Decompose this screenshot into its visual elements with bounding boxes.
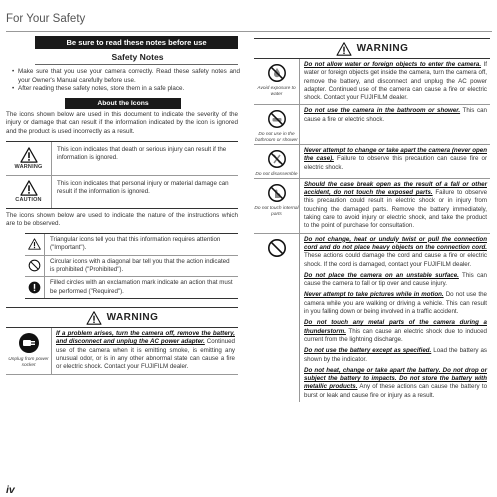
caution-triangle-icon <box>20 180 38 196</box>
page-header-title: For Your Safety <box>6 13 86 25</box>
left-column <box>6 36 240 375</box>
entry-body: These actions could damage the cord and cause a fire or electric shock. If the cord is damaged, contact your FUJIFILM dealer. <box>304 252 487 268</box>
prohibited-icon <box>267 238 287 258</box>
instruction-row <box>25 234 238 255</box>
entry-caption: Do not touch internal parts <box>254 205 299 217</box>
instruction-text: Circular icons with a diagonal bar tell you that the action indicated is prohibited ("Prohibited"). <box>50 257 230 273</box>
entry-lead: Never attempt to take pictures while in motion. <box>304 291 444 299</box>
no-water-icon <box>267 63 287 83</box>
read-before-use-banner: Be sure to read these notes before use <box>35 36 238 49</box>
entry-caption: Avoid exposure to water <box>257 86 296 97</box>
header-rule <box>6 31 492 32</box>
entry-lead: Should the case break open as the result of a fall or other accident, do not touch the exposed parts. <box>304 180 487 197</box>
entry-body: Failure to observe this precaution can cause fire or electric shock. <box>304 155 488 171</box>
entry-caption: Do not disassemble <box>255 172 298 178</box>
instruction-icons-text: The icons shown below are used to indicate the nature of the instructions which are to be observed. <box>6 211 238 228</box>
warning-entry <box>6 328 238 374</box>
no-disassembly-icon <box>267 149 287 169</box>
entry-body: Do not use the camera while you are walking or driving a vehicle. This can result in you falling down or being involved in a traffic accident. <box>304 291 488 316</box>
instruction-row <box>25 276 238 298</box>
warning-header <box>254 39 490 59</box>
instruction-text: Filled circles with an exclamation mark indicate an action that must be performed ("Required"). <box>50 279 233 295</box>
severity-icon-table <box>6 141 238 209</box>
about-icons-text: The icons shown below are used in this document to indicate the severity of the injury or damage that can result if the information indicated by the icon is ignored and the product is used incorrectly as a result. <box>6 110 238 135</box>
entry-body: Continued use of the camera when it is emitting smoke, is emitting any unusual odor, or is in any other abnormal state can cause a fire or electric shock. Contact your FUJIFILM dealer. <box>56 338 235 371</box>
entry-lead: Do not allow water or foreign objects to enter the camera. <box>304 61 482 68</box>
right-column <box>254 38 492 402</box>
safety-notes-title: Safety Notes <box>111 52 164 62</box>
entry-lead: Do not use the battery except as specified. <box>304 347 432 355</box>
entry-body: Failure to observe this precaution could result in electric shock or in injury from touching the damaged parts. Remove the battery immediately, taking care to avoid injury or electric shock, and take the product to the point of purchase for consultation. <box>304 189 488 230</box>
unplug-icon <box>18 332 40 354</box>
instruction-row <box>25 255 238 277</box>
instruction-text: Triangular icons tell you that this information requires attention ("Important"). <box>50 235 221 252</box>
left-warning-box <box>6 307 238 374</box>
severity-label: CAUTION <box>15 197 42 204</box>
entry-lead: Do not heat, change or take apart the battery. Do not drop or subject the battery to impacts. Do not store the battery with metallic products. <box>304 366 487 391</box>
no-touch-icon <box>267 183 287 203</box>
warning-entry <box>254 105 490 145</box>
bullet-item: • Make sure that you use your camera correctly. Read these safety notes and your Owner's Manual carefully before use. <box>12 68 240 85</box>
warning-entry <box>254 59 490 105</box>
right-warning-box <box>254 38 490 402</box>
entry-lead: Do not touch any metal parts of the camera during a thunderstorm. <box>304 319 487 335</box>
entry-lead: Never attempt to change or take apart the camera (never open the case). <box>304 147 487 163</box>
entry-lead: If a problem arises, turn the camera off, remove the battery, and disconnect and unplug the AC power adapter. <box>56 330 235 346</box>
entry-caption: Do not use in the bathroom or shower <box>255 132 298 144</box>
no-bathroom-icon <box>267 109 287 129</box>
severity-text: This icon indicates that personal injury or material damage can result if the information is ignored. <box>57 179 229 195</box>
entry-lead: Do not place the camera on an unstable surface. <box>304 271 459 279</box>
warning-triangle-icon <box>20 147 38 163</box>
warning-title: WARNING <box>356 43 409 54</box>
severity-text: This icon indicates that death or serious injury can result if the information is ignored. <box>57 145 227 161</box>
entry-body: This can cause an electric shock due to induced current from the lightning discharge. <box>304 327 487 343</box>
warning-triangle-icon <box>336 42 352 56</box>
entry-body: If water or foreign objects get inside the camera, turn the camera off, remove the battery, and disconnect and unplug the AC power adapter. Continued use of the camera can cause a fire or electric shock. Contact your FUJIFILM dealer. <box>304 61 487 102</box>
warning-entry <box>254 234 490 402</box>
page-number: iv <box>6 484 15 496</box>
required-icon <box>28 281 41 294</box>
triangle-icon <box>28 238 41 250</box>
warning-entry <box>254 179 490 234</box>
severity-label: WARNING <box>14 163 43 170</box>
prohibited-icon <box>28 259 41 272</box>
entry-body: This can cause the camera to fall or tip over and cause injury. <box>304 271 487 288</box>
warning-header <box>6 308 238 328</box>
warning-triangle-icon <box>86 311 102 325</box>
severity-row-warning <box>6 142 238 175</box>
warning-title: WARNING <box>106 312 159 324</box>
severity-row-caution <box>6 175 238 208</box>
entry-lead: Do not use the camera in the bathroom or shower. <box>304 107 461 115</box>
safety-bullets <box>6 68 240 94</box>
safety-notes-rule <box>35 64 238 65</box>
instruction-icon-table <box>25 233 238 299</box>
entry-caption: Unplug from power socket <box>8 357 49 368</box>
entry-body: Any of these actions can cause the battery to burst or leak and cause fire or injury as a result. <box>304 383 488 399</box>
warning-entry <box>254 145 490 179</box>
entry-body: This can cause a fire or electric shock. <box>304 107 487 123</box>
bullet-item: • After reading these safety notes, store them in a safe place. <box>12 85 240 94</box>
entry-body: Load the battery as shown by the indicator. <box>304 347 487 363</box>
about-icons-heading: About the Icons <box>65 98 181 109</box>
entry-lead: Do not change, heat or unduly twist or pull the connection cord and do not place heavy objects on the connection cord. <box>304 235 487 251</box>
